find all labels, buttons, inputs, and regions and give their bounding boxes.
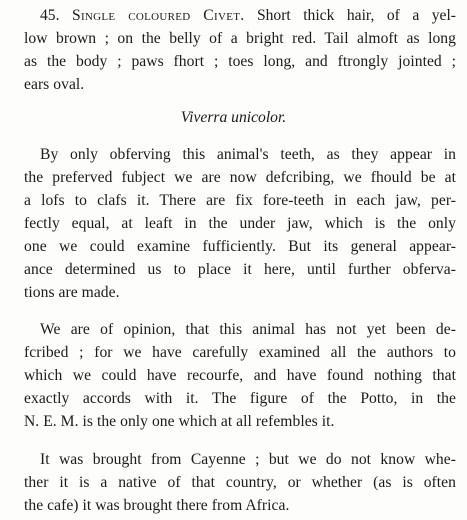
paragraph-line: tions are made.	[24, 284, 120, 301]
entry-heading-block	[24, 4, 456, 96]
paragraph-line: fectly equal, at leaft in the under jaw, which is the only	[24, 215, 456, 232]
paragraph-line: ance determined us to place it here, until further obferva-	[24, 261, 456, 278]
paragraph-line: which we could have recourfe, and have found nothing that	[24, 367, 456, 384]
description-line: Short thick hair, of a yel-	[256, 7, 456, 24]
paragraph-line: We are of opinion, that this animal has not yet been de-	[40, 321, 456, 338]
entry-title: Single coloured Civet.	[71, 7, 245, 24]
paragraph-line: ther it is a native of that country, or whether (as is often	[24, 474, 456, 491]
paragraph-line: the cafe) it was brought there from Africa.	[24, 497, 290, 514]
paragraph-line: the preferved fubject we are now defcribing, we fhould be at	[24, 169, 456, 186]
description-line: low brown ; on the belly of a bright red. Tail almoft as long	[24, 30, 456, 47]
latin-name: Viverra unicolor.	[180, 109, 287, 126]
description-line: as the body ; paws fhort ; toes long, and ftrongly jointed ;	[24, 53, 456, 70]
paragraph-line: a lofs to clafs it. There are fix fore-teeth in each jaw, per-	[24, 192, 456, 209]
paragraph-line: exactly accords with it. The figure of the Potto, in the	[24, 390, 456, 407]
entry-number: 45.	[40, 7, 60, 24]
paragraph	[24, 318, 456, 433]
paragraph	[24, 143, 456, 304]
paragraph	[24, 448, 456, 517]
entry-heading-line	[24, 4, 456, 27]
paragraph-line: By only obferving this animal's teeth, as they appear in	[40, 146, 456, 163]
description-line: ears oval.	[24, 76, 85, 93]
paragraph-line: fcribed ; for we have carefully examined all the authors to	[24, 344, 456, 361]
paragraph-line: N. E. M. is the only one which at all refembles it.	[24, 413, 335, 430]
paragraph-line: It was brought from Cayenne ; but we do not know whe-	[40, 451, 456, 468]
paragraph-line: one we could examine fufficiently. But its general appear-	[24, 238, 456, 255]
